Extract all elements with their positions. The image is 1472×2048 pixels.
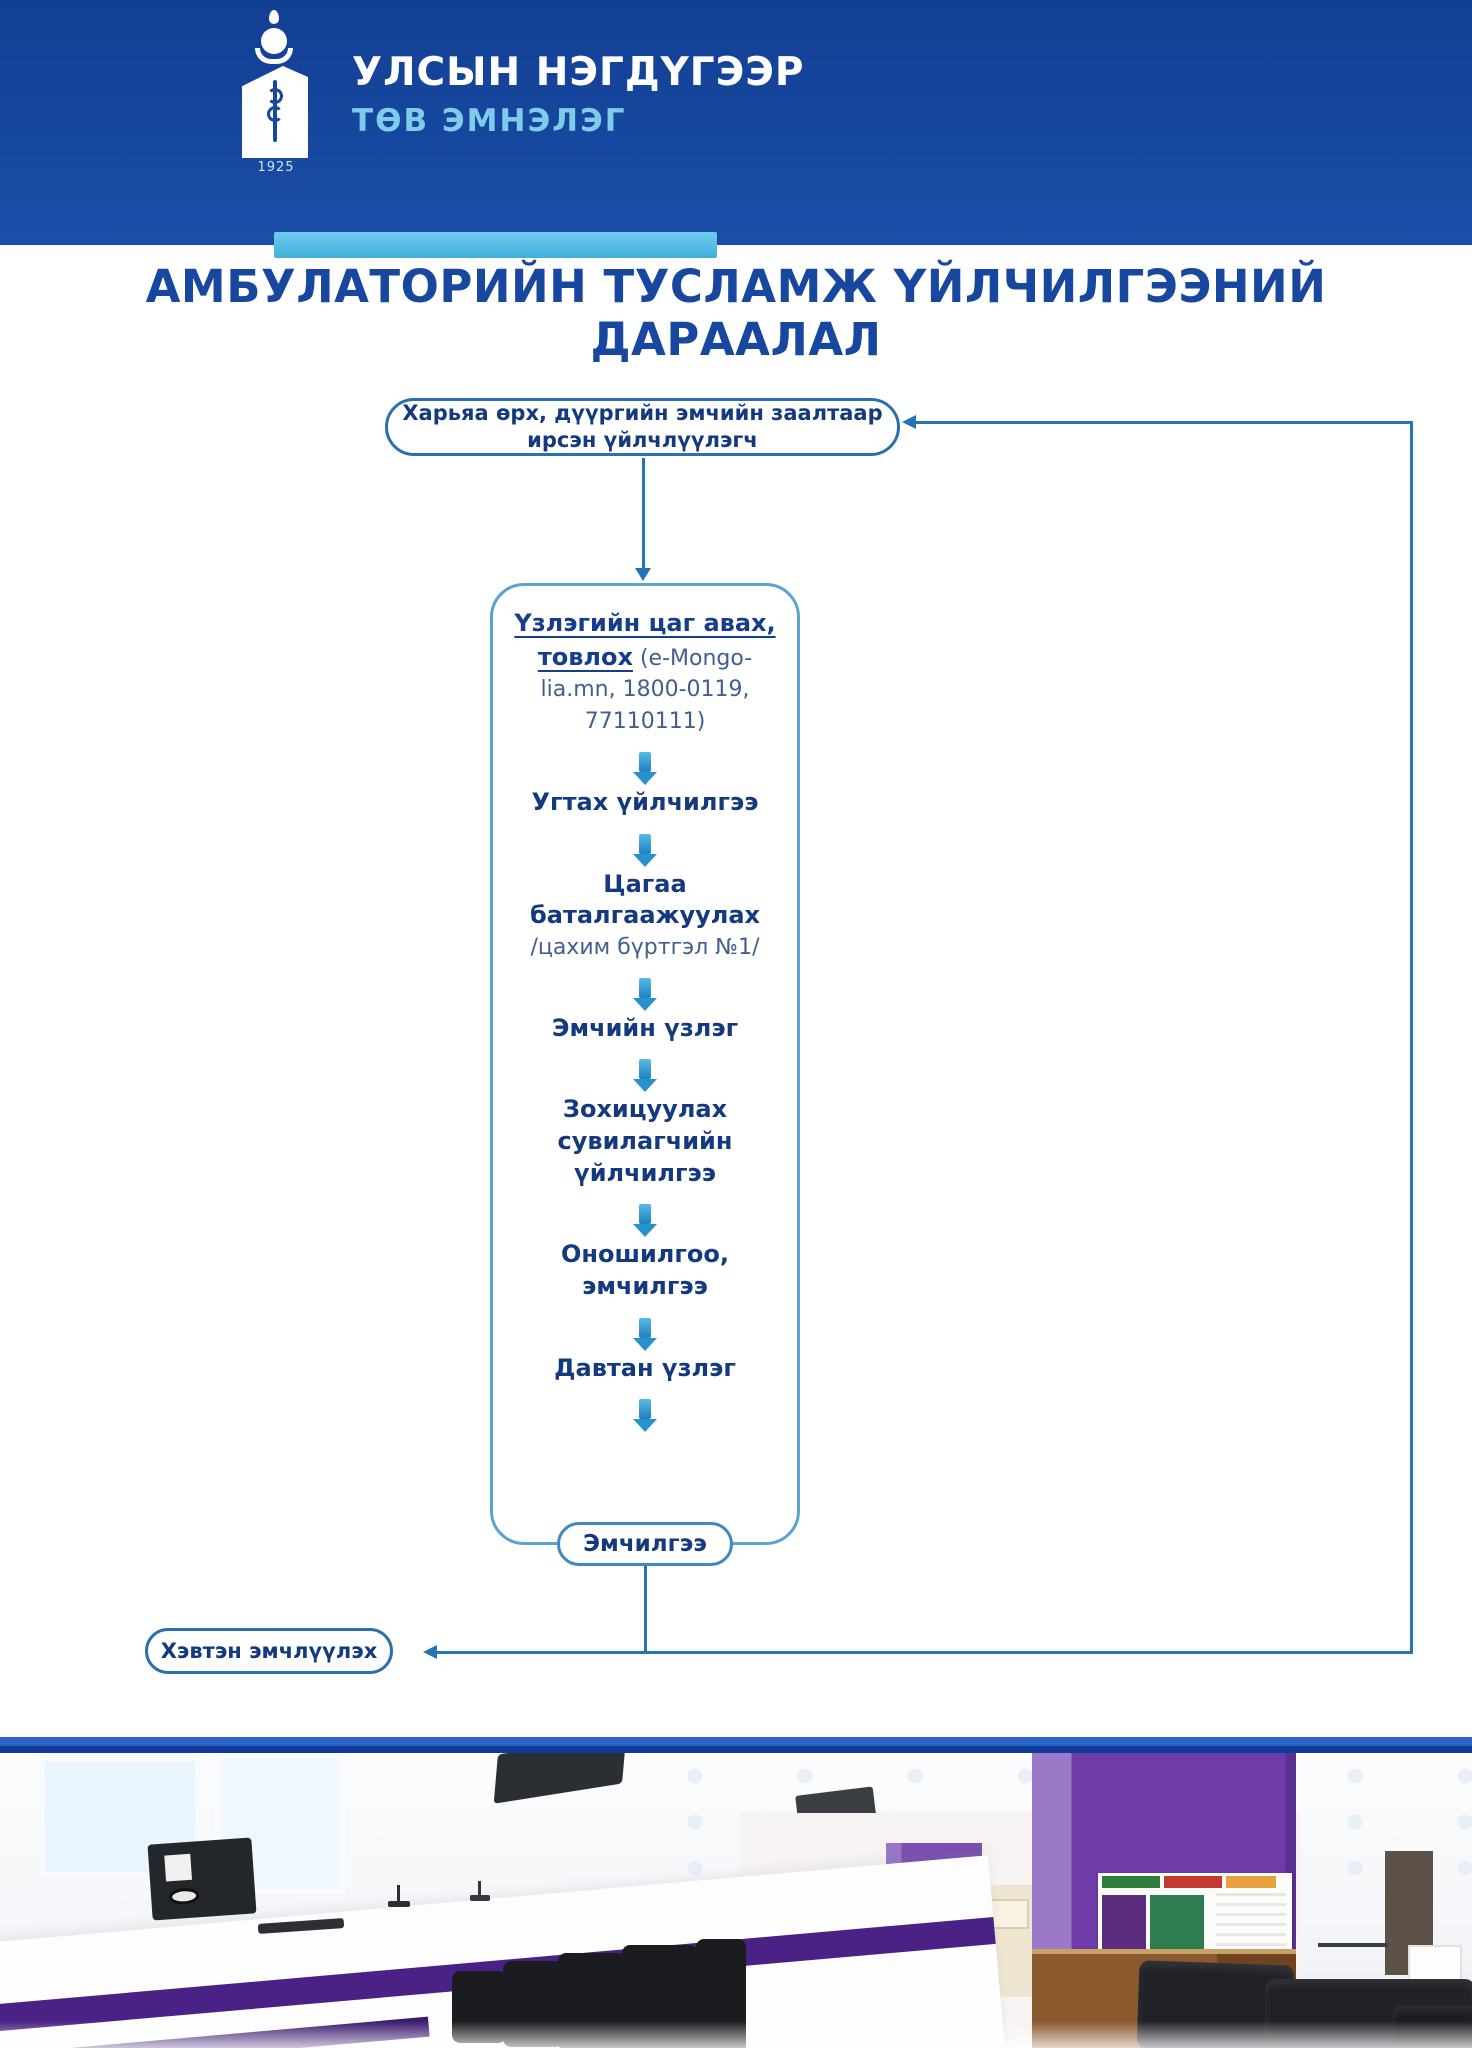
process-container [490, 583, 800, 1545]
accent-underline-bar [274, 232, 717, 258]
hospital-logo [206, 8, 346, 175]
down-arrow-icon [639, 1318, 651, 1338]
arrowhead-down-icon [635, 568, 651, 581]
founded-year: 1925 [257, 160, 295, 175]
feedback-line-right [1410, 423, 1413, 1654]
down-arrow-icon [639, 752, 651, 772]
entry-text-line1: Харьяа өрх, дүүргийн эмчийн заалтаар [402, 400, 883, 425]
org-name-line1: УЛСЫН НЭГДҮГЭЭР [352, 50, 805, 95]
down-arrow-icon [639, 1059, 651, 1079]
desk-microphone [470, 1895, 490, 1901]
soyombo-flame-icon [269, 10, 279, 24]
step-confirm-time: Цагаа баталгаажуулах [530, 869, 760, 930]
monitor-sticker [164, 1854, 192, 1882]
page-title-line1: АМБУЛАТОРИЙН ТУСЛАМЖ ҮЙЛЧИЛГЭЭНИЙ [145, 260, 1327, 313]
inpatient-node: Хэвтэн эмчлүүлэх [145, 1628, 393, 1674]
org-name-line2: ТӨВ ЭМНЭЛЭГ [352, 103, 627, 139]
monument-icon [242, 66, 308, 158]
step-coordinating-nurse: Зохицуулах сувилагчийн үйлчилгээ [557, 1095, 733, 1187]
page-title [0, 260, 1472, 366]
floor-gleam [0, 2021, 1472, 2048]
connector-bottom-horizontal [437, 1651, 1413, 1654]
header-banner [0, 0, 1472, 245]
hanging-monitor [494, 1753, 627, 1804]
step-confirm-time-note: /цахим бүртгэл №1/ [530, 934, 760, 960]
soyombo-moon-icon [255, 48, 293, 64]
down-arrow-icon [639, 1204, 651, 1224]
arrowhead-left-icon [902, 415, 916, 429]
booking-plain2: (e-Mongo- [639, 646, 753, 672]
treatment-node: Эмчилгээ [557, 1522, 733, 1566]
step-diagnosis-treatment: Оношилгоо, эмчилгээ [561, 1240, 729, 1300]
hospital-lobby-photo [0, 1753, 1472, 2048]
booking-line1 [511, 606, 779, 640]
flow-entry-box [385, 398, 900, 456]
down-arrow-icon [639, 978, 651, 998]
monitor-logo [169, 1887, 200, 1905]
booking-bold2: товлох [537, 643, 633, 672]
arrowhead-left-icon [423, 1645, 437, 1659]
org-name [352, 50, 804, 139]
handrail [1318, 1943, 1388, 1947]
step-greeting-service: Угтах үйлчилгээ [531, 787, 759, 816]
desk-microphone [388, 1901, 410, 1907]
step-repeat-exam: Давтан үзлэг [554, 1353, 736, 1382]
booking-line4: 77110111) [584, 708, 706, 734]
booking-line2 [511, 640, 779, 674]
connector-entry-to-container [642, 458, 645, 570]
feedback-line-top [916, 421, 1413, 424]
desk-monitor [147, 1837, 256, 1920]
snake-coil-icon [267, 88, 283, 104]
booking-line3: lia.mn, 1800-0119, [540, 677, 750, 703]
down-arrow-icon [639, 834, 651, 854]
down-arrow-icon [639, 1399, 651, 1419]
page-title-line2: ДАРААЛАЛ [590, 313, 882, 367]
separator-bar [0, 1737, 1472, 1753]
step-doctor-exam: Эмчийн үзлэг [551, 1013, 739, 1042]
booking-bold1: Үзлэгийн цаг авах, [514, 609, 776, 637]
snake-coil-icon [267, 106, 283, 122]
step-booking [511, 606, 779, 737]
connector-treatment-down [644, 1566, 647, 1653]
entry-text-line2: ирсэн үйлчлүүлэгч [527, 428, 758, 452]
